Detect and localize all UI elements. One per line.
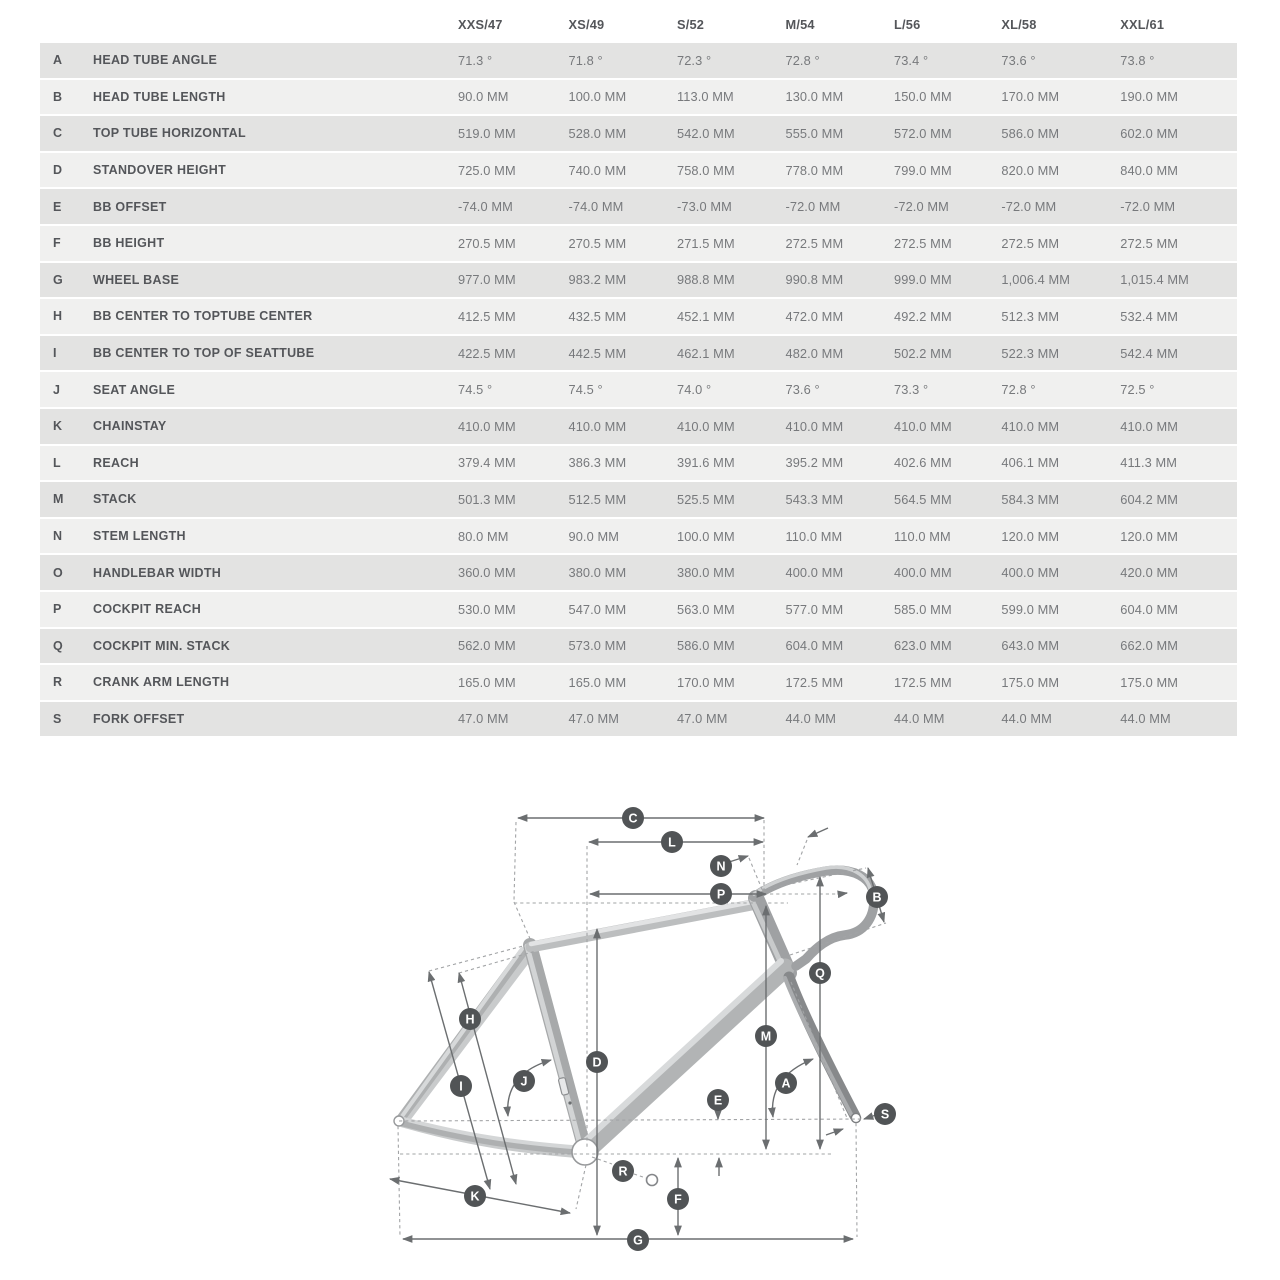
row-label: TOP TUBE HORIZONTAL: [93, 126, 246, 141]
spec-value: 522.3 MM: [1001, 345, 1060, 361]
spec-value: 563.0 MM: [677, 601, 735, 617]
svg-text:H: H: [465, 1012, 475, 1027]
spec-value: 977.0 MM: [458, 272, 516, 288]
diagram-label-j: [513, 1070, 535, 1092]
spec-value: 386.3 MM: [568, 455, 627, 471]
spec-value: 100.0 MM: [568, 89, 627, 105]
spec-value: 643.0 MM: [1001, 638, 1060, 654]
spec-value: 72.8 °: [785, 52, 820, 68]
spec-value: 512.5 MM: [568, 491, 627, 507]
spec-value: 410.0 MM: [568, 418, 627, 434]
spec-value: 71.3 °: [458, 52, 493, 68]
row-key: E: [53, 199, 62, 214]
spec-value: 604.0 MM: [1120, 601, 1178, 617]
row-key: D: [53, 163, 63, 178]
table-row: [40, 299, 1237, 336]
row-label: BB CENTER TO TOPTUBE CENTER: [93, 309, 313, 324]
size-column-header: XXS/47: [458, 17, 503, 32]
spec-value: 110.0 MM: [894, 528, 951, 544]
spec-value: 44.0 MM: [785, 711, 836, 727]
spec-value: 270.5 MM: [458, 235, 516, 251]
row-key: O: [53, 565, 63, 580]
row-label: COCKPIT REACH: [93, 602, 202, 617]
svg-text:M: M: [760, 1029, 772, 1044]
row-key: A: [53, 53, 63, 68]
spec-value: 380.0 MM: [568, 565, 627, 581]
row-key: J: [53, 382, 60, 397]
spec-value: 100.0 MM: [677, 528, 735, 544]
spec-value: 662.0 MM: [1120, 638, 1178, 654]
spec-value: 599.0 MM: [1001, 601, 1060, 617]
table-row: [40, 446, 1237, 483]
svg-text:G: G: [633, 1233, 643, 1248]
spec-value: 604.0 MM: [785, 638, 844, 654]
row-label: HANDLEBAR WIDTH: [93, 565, 222, 580]
diagram-label-k: [464, 1185, 486, 1207]
diagram-label-c: [622, 807, 644, 829]
spec-value: 113.0 MM: [677, 89, 734, 105]
spec-value: 799.0 MM: [894, 162, 952, 178]
spec-value: 820.0 MM: [1001, 162, 1060, 178]
spec-value: 555.0 MM: [785, 125, 844, 141]
svg-text:P: P: [716, 887, 726, 902]
svg-text:I: I: [459, 1079, 463, 1094]
spec-value: 402.6 MM: [894, 455, 952, 471]
row-label: BB CENTER TO TOP OF SEATTUBE: [93, 346, 315, 361]
row-key: G: [53, 272, 63, 287]
size-column-header: XXL/61: [1120, 17, 1165, 32]
spec-value: 406.1 MM: [1001, 455, 1060, 471]
spec-value: 90.0 MM: [458, 89, 509, 105]
row-label: STANDOVER HEIGHT: [93, 163, 227, 178]
spec-value: 420.0 MM: [1120, 565, 1178, 581]
spec-value: 432.5 MM: [568, 308, 627, 324]
spec-value: 586.0 MM: [1001, 125, 1060, 141]
spec-value: 71.8 °: [568, 52, 603, 68]
spec-value: 360.0 MM: [458, 565, 516, 581]
spec-value: 400.0 MM: [1001, 565, 1060, 581]
spec-value: 983.2 MM: [568, 272, 627, 288]
spec-value: 170.0 MM: [677, 674, 735, 690]
spec-value: 410.0 MM: [677, 418, 735, 434]
table-row: [40, 226, 1237, 263]
svg-text:Q: Q: [815, 966, 825, 981]
row-label: BB OFFSET: [93, 199, 167, 214]
row-label: HEAD TUBE ANGLE: [93, 53, 218, 68]
spec-value: 395.2 MM: [785, 455, 844, 471]
spec-value: -73.0 MM: [677, 199, 732, 215]
row-key: B: [53, 89, 63, 104]
spec-value: 422.5 MM: [458, 345, 516, 361]
row-label: STEM LENGTH: [93, 529, 186, 544]
diagram-label-p: [710, 883, 732, 905]
spec-value: 272.5 MM: [894, 235, 952, 251]
spec-value: 840.0 MM: [1120, 162, 1178, 178]
spec-value: 172.5 MM: [894, 674, 952, 690]
row-key: N: [53, 529, 63, 544]
svg-text:C: C: [628, 811, 638, 826]
table-row: [40, 592, 1237, 629]
spec-value: 47.0 MM: [568, 711, 619, 727]
spec-value: 564.5 MM: [894, 491, 952, 507]
spec-value: 472.0 MM: [785, 308, 844, 324]
spec-value: 175.0 MM: [1001, 674, 1060, 690]
diagram-label-b: [866, 886, 888, 908]
spec-value: 512.3 MM: [1001, 308, 1060, 324]
spec-value: 410.0 MM: [1001, 418, 1060, 434]
row-label: HEAD TUBE LENGTH: [93, 89, 226, 104]
spec-value: 73.3 °: [894, 382, 929, 398]
spec-value: 170.0 MM: [1001, 89, 1060, 105]
table-header-row: [40, 6, 1237, 43]
row-label: WHEEL BASE: [93, 272, 180, 287]
spec-value: 543.3 MM: [785, 491, 844, 507]
spec-value: 502.2 MM: [894, 345, 952, 361]
table-body: [40, 43, 1237, 738]
row-key: L: [53, 455, 61, 470]
diagram-label-g: [627, 1229, 649, 1251]
spec-value: 73.6 °: [1001, 52, 1036, 68]
spec-value: 120.0 MM: [1001, 528, 1060, 544]
spec-value: 585.0 MM: [894, 601, 952, 617]
spec-value: 74.5 °: [568, 382, 603, 398]
spec-value: -74.0 MM: [458, 199, 513, 215]
svg-text:A: A: [781, 1076, 791, 1091]
spec-value: 271.5 MM: [677, 235, 735, 251]
spec-value: 442.5 MM: [568, 345, 627, 361]
svg-text:R: R: [618, 1164, 628, 1179]
table-row: [40, 153, 1237, 190]
table-row: [40, 372, 1237, 409]
spec-value: 175.0 MM: [1120, 674, 1178, 690]
spec-value: 988.8 MM: [677, 272, 735, 288]
row-key: F: [53, 236, 61, 251]
spec-value: 47.0 MM: [458, 711, 509, 727]
spec-value: 410.0 MM: [894, 418, 952, 434]
svg-text:D: D: [592, 1055, 602, 1070]
spec-value: 542.4 MM: [1120, 345, 1178, 361]
table-row: [40, 189, 1237, 226]
spec-value: 44.0 MM: [1001, 711, 1052, 727]
row-key: I: [53, 346, 57, 361]
table-row: [40, 665, 1237, 702]
row-label: REACH: [93, 455, 139, 470]
row-label: COCKPIT MIN. STACK: [93, 638, 231, 653]
spec-value: 547.0 MM: [568, 601, 627, 617]
bike-frame-diagram: [370, 795, 915, 1270]
spec-value: 1,015.4 MM: [1120, 272, 1189, 288]
spec-value: 44.0 MM: [1120, 711, 1171, 727]
table-row: [40, 482, 1237, 519]
spec-value: 492.2 MM: [894, 308, 952, 324]
svg-text:N: N: [716, 859, 726, 874]
row-label: SEAT ANGLE: [93, 382, 176, 397]
geometry-table: [40, 6, 1237, 738]
spec-value: 72.8 °: [1001, 382, 1036, 398]
diagram-label-h: [459, 1008, 481, 1030]
size-column-header: XL/58: [1001, 17, 1037, 32]
svg-text:B: B: [872, 890, 882, 905]
svg-text:F: F: [674, 1192, 682, 1207]
spec-value: 130.0 MM: [785, 89, 844, 105]
spec-value: 380.0 MM: [677, 565, 735, 581]
spec-value: 74.5 °: [458, 382, 493, 398]
spec-value: 391.6 MM: [677, 455, 735, 471]
spec-value: 758.0 MM: [677, 162, 735, 178]
spec-value: 74.0 °: [677, 382, 712, 398]
row-key: C: [53, 126, 63, 141]
spec-value: 482.0 MM: [785, 345, 844, 361]
table-row: [40, 409, 1237, 446]
diagram-label-i: [450, 1075, 472, 1097]
svg-text:L: L: [668, 835, 676, 850]
spec-value: 165.0 MM: [458, 674, 516, 690]
spec-value: 72.5 °: [1120, 382, 1155, 398]
size-column-header: M/54: [785, 17, 815, 32]
spec-value: 562.0 MM: [458, 638, 516, 654]
spec-value: 586.0 MM: [677, 638, 735, 654]
spec-value: 73.4 °: [894, 52, 929, 68]
spec-value: 525.5 MM: [677, 491, 735, 507]
svg-text:S: S: [880, 1107, 890, 1122]
row-label: BB HEIGHT: [93, 236, 165, 251]
spec-value: 73.8 °: [1120, 52, 1155, 68]
spec-value: 1,006.4 MM: [1001, 272, 1070, 288]
row-label: STACK: [93, 492, 137, 507]
row-key: P: [53, 602, 62, 617]
spec-value: 110.0 MM: [785, 528, 843, 544]
spec-value: 411.3 MM: [1120, 455, 1178, 471]
row-key: Q: [53, 638, 63, 653]
spec-value: 270.5 MM: [568, 235, 627, 251]
spec-value: 584.3 MM: [1001, 491, 1060, 507]
diagram-label-f: [667, 1188, 689, 1210]
table-row: [40, 43, 1237, 80]
diagram-label-m: [755, 1025, 777, 1047]
spec-value: 272.5 MM: [785, 235, 844, 251]
table-row: [40, 80, 1237, 117]
spec-value: 120.0 MM: [1120, 528, 1178, 544]
spec-value: 150.0 MM: [894, 89, 952, 105]
diagram-label-n: [710, 855, 732, 877]
diagram-label-a: [775, 1072, 797, 1094]
spec-value: 528.0 MM: [568, 125, 627, 141]
diagram-label-e: [707, 1089, 729, 1111]
spec-value: 379.4 MM: [458, 455, 516, 471]
spec-value: 604.2 MM: [1120, 491, 1178, 507]
spec-value: 410.0 MM: [785, 418, 844, 434]
spec-value: 623.0 MM: [894, 638, 952, 654]
spec-value: 400.0 MM: [894, 565, 952, 581]
spec-value: 410.0 MM: [1120, 418, 1178, 434]
diagram-label-d: [586, 1051, 608, 1073]
svg-text:E: E: [713, 1093, 723, 1108]
size-column-header: S/52: [677, 17, 705, 32]
table-row: [40, 116, 1237, 153]
spec-value: 990.8 MM: [785, 272, 844, 288]
spec-value: 740.0 MM: [568, 162, 627, 178]
spec-value: 172.5 MM: [785, 674, 844, 690]
table-row: [40, 555, 1237, 592]
spec-value: 165.0 MM: [568, 674, 627, 690]
row-label: CRANK ARM LENGTH: [93, 675, 230, 690]
spec-value: -72.0 MM: [785, 199, 841, 215]
row-key: S: [53, 711, 62, 726]
table-row: [40, 629, 1237, 666]
table-row: [40, 519, 1237, 556]
row-label: CHAINSTAY: [93, 419, 167, 434]
spec-value: 412.5 MM: [458, 308, 516, 324]
spec-value: 778.0 MM: [785, 162, 844, 178]
spec-value: 410.0 MM: [458, 418, 516, 434]
row-key: M: [53, 492, 64, 507]
spec-value: 272.5 MM: [1001, 235, 1060, 251]
spec-value: 72.3 °: [677, 52, 712, 68]
spec-value: 47.0 MM: [677, 711, 728, 727]
spec-value: 572.0 MM: [894, 125, 952, 141]
spec-value: 90.0 MM: [568, 528, 619, 544]
table-row: [40, 263, 1237, 300]
spec-value: 272.5 MM: [1120, 235, 1178, 251]
svg-text:K: K: [470, 1189, 480, 1204]
spec-value: 542.0 MM: [677, 125, 735, 141]
size-column-header: XS/49: [568, 17, 605, 32]
spec-value: -72.0 MM: [894, 199, 949, 215]
spec-value: -74.0 MM: [568, 199, 624, 215]
spec-value: 400.0 MM: [785, 565, 844, 581]
size-column-header: L/56: [894, 17, 921, 32]
spec-value: 532.4 MM: [1120, 308, 1178, 324]
spec-value: 44.0 MM: [894, 711, 945, 727]
row-key: K: [53, 419, 63, 434]
spec-value: 73.6 °: [785, 382, 820, 398]
spec-value: -72.0 MM: [1001, 199, 1057, 215]
spec-value: 725.0 MM: [458, 162, 516, 178]
row-key: H: [53, 309, 63, 324]
svg-text:J: J: [520, 1074, 528, 1089]
spec-value: 501.3 MM: [458, 491, 516, 507]
spec-value: 573.0 MM: [568, 638, 627, 654]
spec-value: 462.1 MM: [677, 345, 735, 361]
table-row: [40, 702, 1237, 739]
spec-value: 602.0 MM: [1120, 125, 1178, 141]
row-key: R: [53, 675, 63, 690]
diagram-label-q: [809, 962, 831, 984]
spec-value: 190.0 MM: [1120, 89, 1178, 105]
diagram-label-r: [612, 1160, 634, 1182]
spec-value: 999.0 MM: [894, 272, 952, 288]
spec-value: 452.1 MM: [677, 308, 735, 324]
spec-value: 80.0 MM: [458, 528, 509, 544]
spec-value: 519.0 MM: [458, 125, 516, 141]
table-row: [40, 336, 1237, 373]
row-label: FORK OFFSET: [93, 711, 185, 726]
diagram-label-l: [661, 831, 683, 853]
spec-value: 577.0 MM: [785, 601, 844, 617]
spec-value: -72.0 MM: [1120, 199, 1176, 215]
spec-value: 530.0 MM: [458, 601, 516, 617]
diagram-label-s: [874, 1103, 896, 1125]
